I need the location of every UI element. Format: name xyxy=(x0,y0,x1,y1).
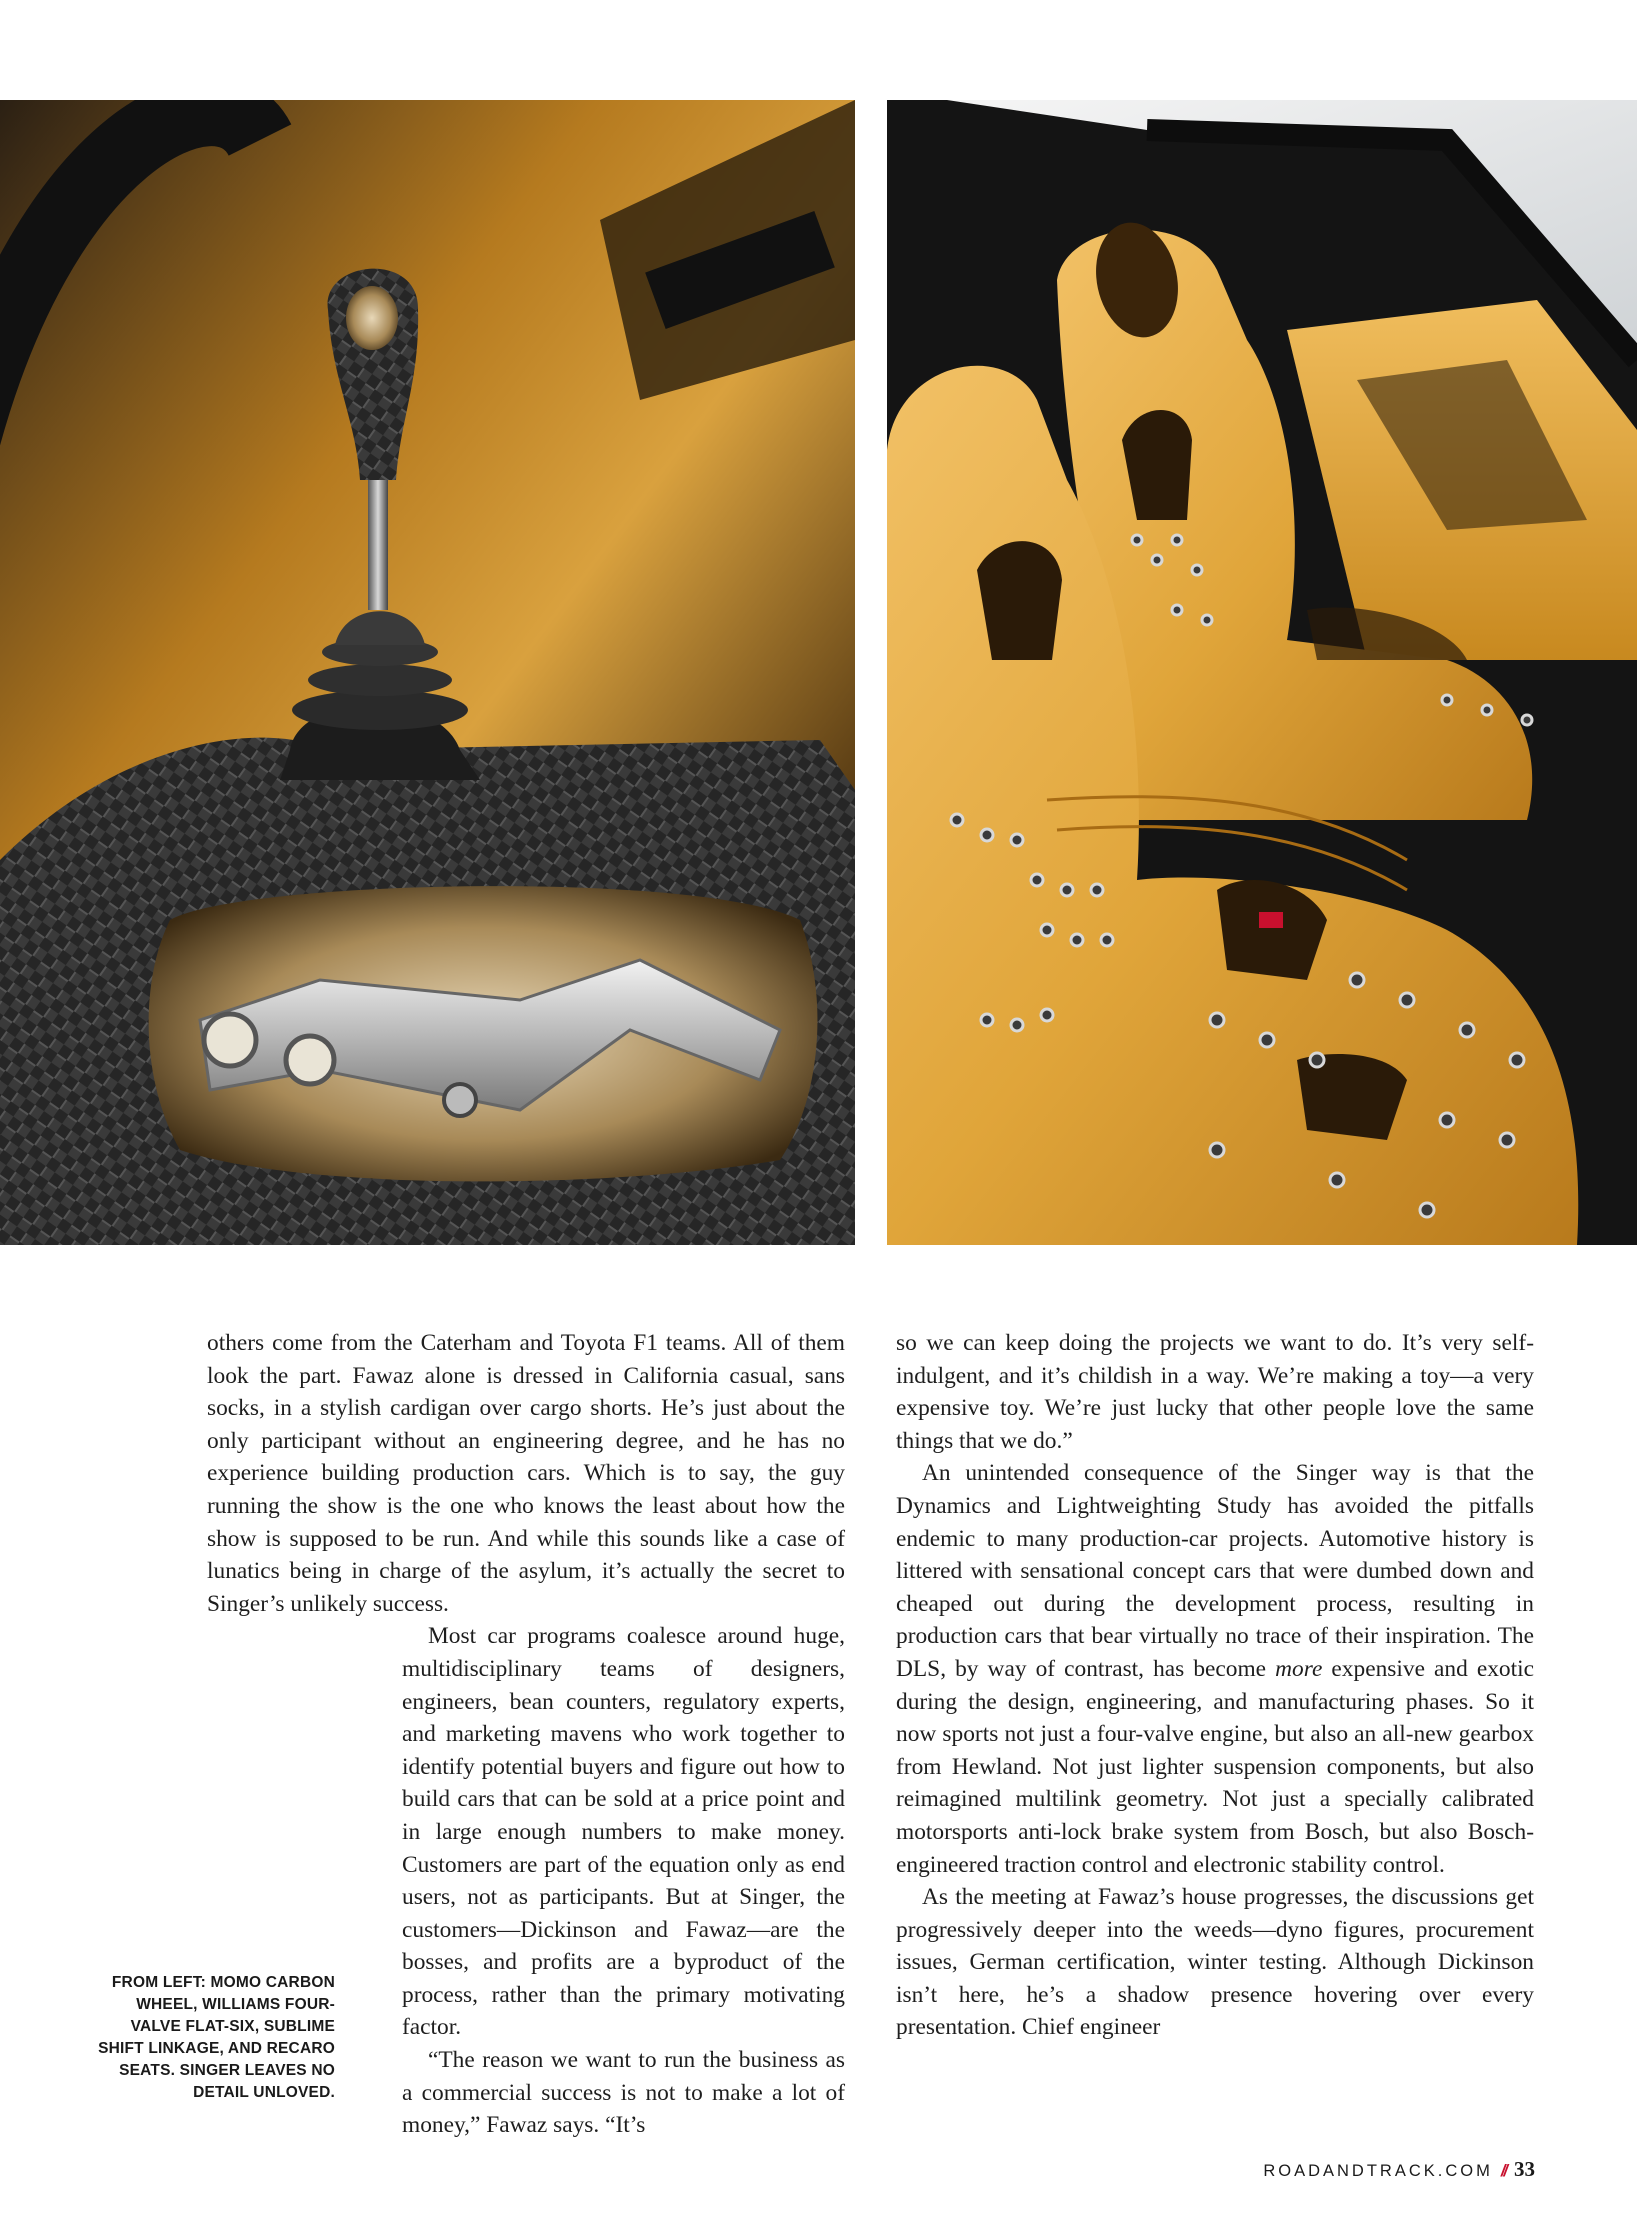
site-name[interactable]: ROADANDTRACK.COM xyxy=(1263,2162,1493,2180)
paragraph: As the meeting at Fawaz’s house progresses, the discussions get progressively deeper into the weeds—dyno figures, procurement issues, German certification, winter testing. Although Dickinson isn’t here, he’s a shadow presence hovering over every presentation. Chief engineer xyxy=(896,1884,1534,2041)
paragraph xyxy=(896,1457,1534,1881)
paragraph: “The reason we want to run the business as a commercial success is not to make a lot of money,” Fawaz says. “It’s xyxy=(402,2047,845,2139)
paragraph: so we can keep doing the projects we want to do. It’s very self-indulgent, and it’s childish in a way. We’re making a toy—a very expensive toy. We’re just lucky that other people love the same things that we do.” xyxy=(896,1330,1534,1454)
shifter-photo xyxy=(0,100,855,1245)
page-number: 33 xyxy=(1514,2157,1535,2181)
shifter-carbon-icon xyxy=(0,100,855,1245)
seats-photo xyxy=(887,100,1637,1245)
emphasis: more xyxy=(1275,1655,1323,1682)
photo-caption: FROM LEFT: MOMO CARBON WHEEL, WILLIAMS FOUR-VALVE FLAT-SIX, SUBLIME SHIFT LINKAGE, AND RECARO SEATS. SINGER LEAVES NO DETAIL UNLOVED. xyxy=(98,1974,335,2101)
page-footer xyxy=(1263,2157,1535,2182)
paragraph: Most car programs coalesce around huge, multidisciplinary teams of designers, engineers, bean counters, regulatory experts, and marketing mavens who work together to identify potential buyers and figure out how to build cars that can be sold at a price point and in large enough numbers to make money. Customers are part of the equation only as end users, not as participants. But at Singer, the customers—Dickinson and Fawaz—are the bosses, and profits are a byproduct of the process, rather than the primary motivating factor. xyxy=(402,1623,845,2041)
separator-icon: // xyxy=(1500,2162,1506,2180)
article-column-right xyxy=(896,1327,1534,2044)
caption-gutter xyxy=(207,2207,402,2208)
recaro-seats-icon xyxy=(887,100,1637,1245)
paragraph: others come from the Caterham and Toyota F1 teams. All of them look the part. Fawaz alone is dressed in California casual, sans socks, in a stylish cardigan over cargo shorts. He’s just about the only participant without an engineering degree, and he has no experience building production cars. Which is to say, the guy running the show is the one who knows the least about how the show is supposed to be run. And while this sounds like a case of lunatics being in charge of the asylum, it’s actually the secret to Singer’s unlikely success. xyxy=(207,1330,845,1617)
paragraph-text: expensive and exotic during the design, engineering, and manufacturing phases. So it now sports not just a four-valve engine, but also an all-new gearbox from Hewland. Not just lighter suspension components, but also reimagined multilink geometry. Not just a specially calibrated motorsports anti-lock brake system from Bosch, but also Bosch-engineered traction control and electronic stability control. xyxy=(896,1655,1535,1878)
paragraph-text: An unintended consequence of the Singer way is that the Dynamics and Lightweighting Study has avoided the pitfalls endemic to many production-car projects. Automotive history is littered with sensational concept cars that were dumbed down and cheaped out during the development process, resulting in production cars that bear virtually no trace of their inspiration. The DLS, by way of contrast, has become xyxy=(896,1460,1534,1682)
